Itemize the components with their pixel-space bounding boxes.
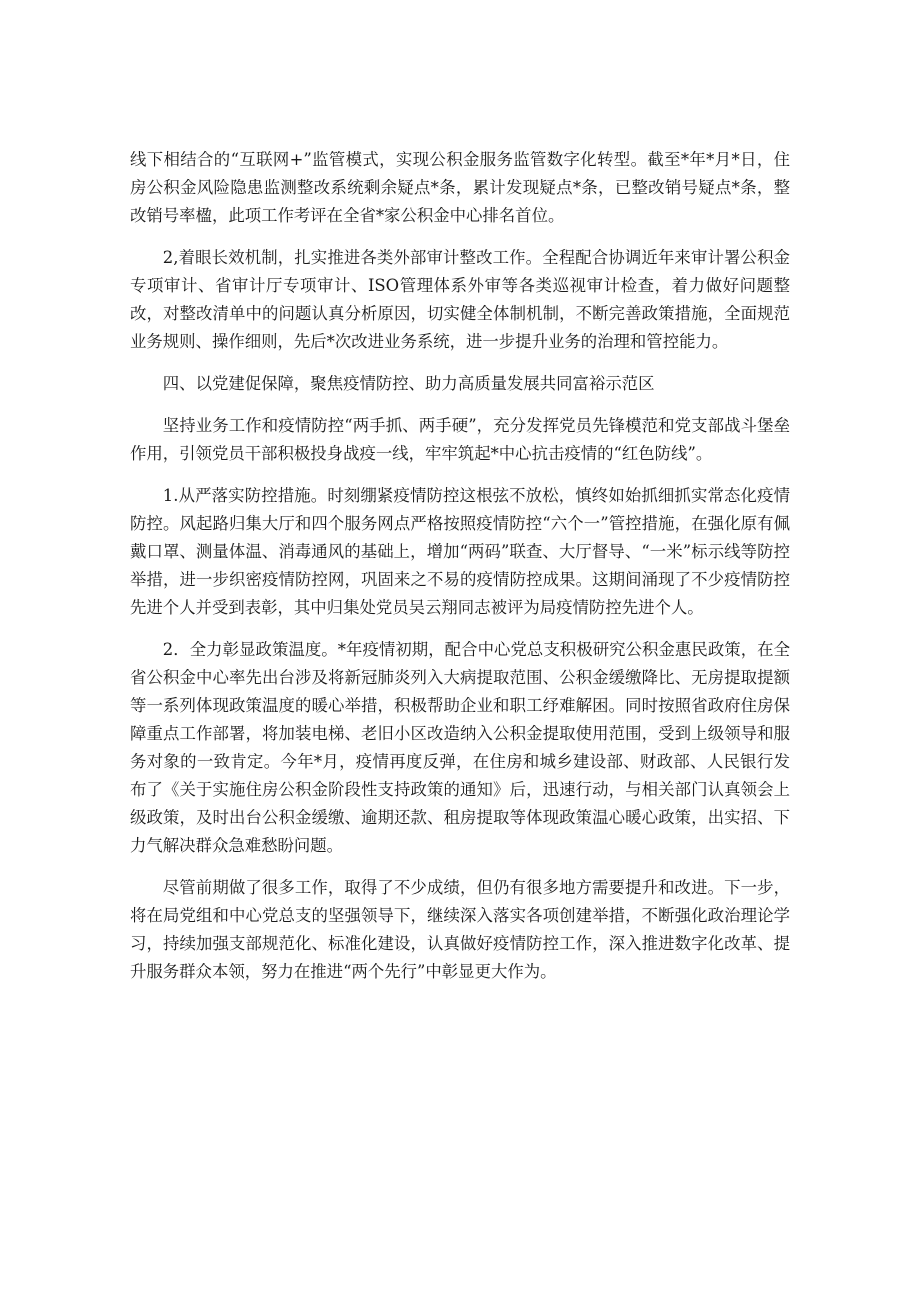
paragraph-policy-warmth: 2．全力彰显政策温度。*年疫情初期，配合中心党总支积极研究公积金惠民政策，在全省公积金中心率先出台涉及将新冠肺炎列入大病提取范围、公积金缓缴降比、无房提取提额等一系列体现政策温度的暖心举措，积极帮助企业和职工纾难解困。同时按照省政府住房保障重点工作部署，将加装电梯、老旧小区改造纳入公积金提取使用范围，受到上级领导和服务对象的一致肯定。今年*月，疫情再度反弹，在住房和城乡建设部、财政部、人民银行发布了《关于实施住房公积金阶段性支持政策的通知》后，迅速行动，与相关部门认真领会上级政策，及时出台公积金缓缴、逾期还款、租房提取等体现政策温心暖心政策，出实招、下力气解决群众急难愁盼问题。 bbox=[130, 640, 790, 855]
paragraph-continuation: 线下相结合的“互联网+”监管模式，实现公积金服务监管数字化转型。截至*年*月*日，住房公积金风险隐患监测整改系统剩余疑点*条，累计发现疑点*条，已整改销号疑点*条，整改销号率楹，此项工作考评在全省*家公积金中心排名首位。 bbox=[130, 150, 790, 225]
paragraph-section-intro: 坚持业务工作和疫情防控“两手抓、两手硬”，充分发挥党员先锋模范和党支部战斗堡垒作用，引领党员干部积极投身战疫一线，牢牢筑起*中心抗击疫情的“红色防线”。 bbox=[130, 416, 790, 463]
paragraph-prevention-measures: 1.从严落实防控措施。时刻绷紧疫情防控这根弦不放松，慎终如始抓细抓实常态化疫情防控。风起路归集大厅和四个服务网点严格按照疫情防控“六个一”管控措施，在强化原有佩戴口罩、测量体温、消毒通风的基础上，增加“两码”联查、大厅督导、“一米”标示线等防控举措，进一步织密疫情防控网，巩固来之不易的疫情防控成果。这期间涌现了不少疫情防控先进个人并受到表彰，其中归集处党员吴云翔同志被评为局疫情防控先进个人。 bbox=[130, 486, 790, 617]
document-page bbox=[130, 146, 790, 1000]
paragraph-conclusion: 尽管前期做了很多工作，取得了不少成绩，但仍有很多地方需要提升和改进。下一步，将在局党组和中心党总支的坚强领导下，继续深入落实各项创建举措，不断强化政治理论学习，持续加强支部规范化、标准化建设，认真做好疫情防控工作，深入推进数字化改革、提升服务群众本领，努力在推进“两个先行”中彰显更大作为。 bbox=[130, 878, 790, 981]
section-heading-four: 四、以党建促保障，聚焦疫情防控、助力高质量发展共同富裕示范区 bbox=[162, 374, 655, 393]
paragraph-audit-rectification: 2,着眼长效机制，扎实推进各类外部审计整改工作。全程配合协调近年来审计署公积金专项审计、省审计厅专项审计、ISO管理体系外审等各类巡视审计检查，着力做好问题整改，对整改清单中的问题认真分析原因，切实健全体制机制，不断完善政策措施，全面规范业务规则、操作细则，先后*次改进业务系统，进一步提升业务的治理和管控能力。 bbox=[130, 248, 790, 351]
